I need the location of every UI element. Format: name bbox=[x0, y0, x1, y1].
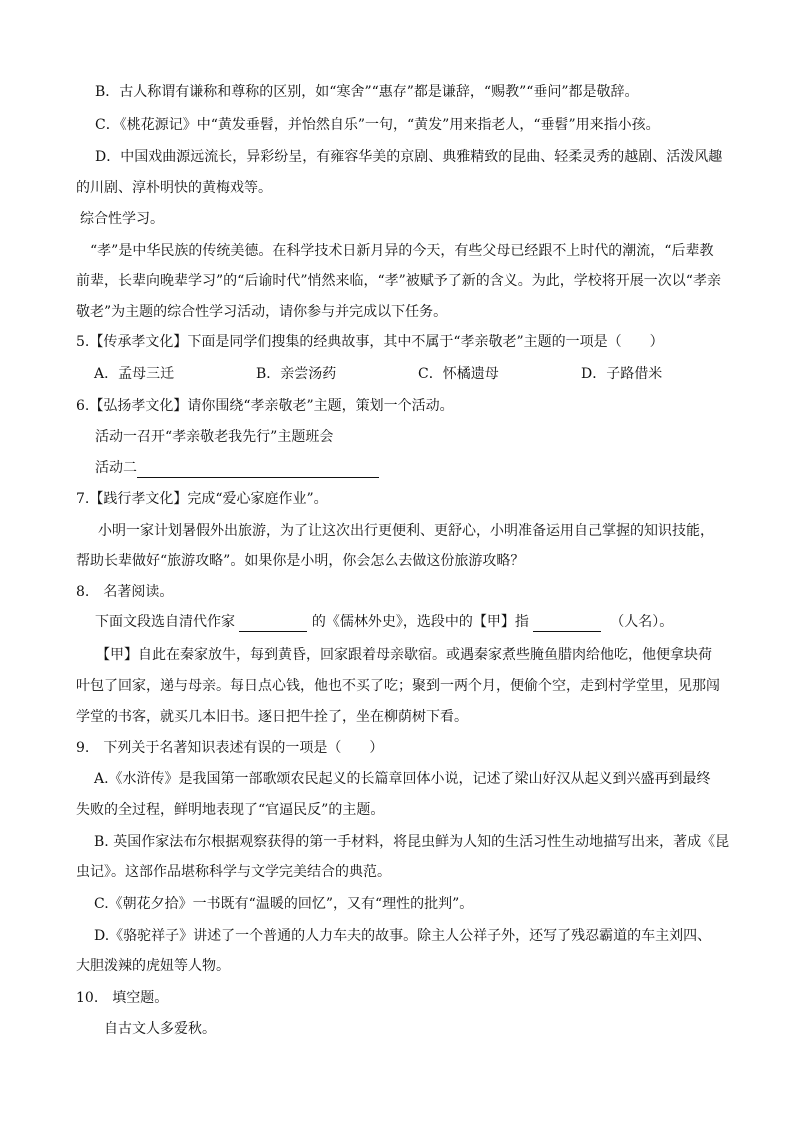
q9-option-b-line2: 虫记》。这部作品堪称科学与文学完美结合的典范。 bbox=[76, 864, 391, 880]
q7-body-line1: 小明一家计划暑假外出旅游，为了让这次出行更便利、更舒心，小明准备运用自己掌握的知识技能， bbox=[98, 523, 714, 539]
q9-option-a-line2: 失败的全过程，鲜明地表现了“官逼民反”的主题。 bbox=[76, 802, 385, 818]
q8-author-blank[interactable] bbox=[239, 615, 307, 632]
q8-passage-line1: 【甲】自此在秦家放牛，每到黄昏，回家跟着母亲歇宿。或遇秦家煮些腌鱼腊肉给他吃，他便拿块荷 bbox=[96, 647, 712, 663]
q6-activity2-label: 活动二 bbox=[95, 460, 137, 476]
q5-option-c: C．怀橘遗母 bbox=[418, 366, 499, 382]
comprehensive-heading: 综合性学习。 bbox=[80, 211, 164, 227]
q4-option-b: B．古人称谓有谦称和尊称的区别，如“寒舍”“惠存”都是谦辞，“赐教”“垂问”都是敬辞。 bbox=[95, 84, 639, 100]
q7-body-line2: 帮助长辈做好“旅游攻略”。如果你是小明，你会怎么去做这份旅游攻略？ bbox=[76, 553, 525, 569]
q4-option-d-line2: 的川剧、淳朴明快的黄梅戏等。 bbox=[76, 180, 272, 196]
q5-option-d: D．子路借米 bbox=[581, 366, 663, 382]
q10-stem: 10. 填空题。 bbox=[76, 990, 169, 1006]
q10-line1: 自古文人多爱秋。 bbox=[104, 1021, 216, 1037]
q6-stem: 6.【弘扬孝文化】请你围绕“孝亲敬老”主题，策划一个活动。 bbox=[76, 398, 454, 414]
q9-option-d-line1: D.《骆驼祥子》讲述了一个普通的人力车夫的故事。除主人公祥子外，还写了残忍霸道的车主刘四、 bbox=[94, 928, 712, 944]
q5-stem: 5.【传承孝文化】下面是同学们搜集的经典故事，其中不属于“孝亲敬老”主题的一项是（ ） bbox=[76, 334, 664, 350]
q6-activity2-row bbox=[95, 458, 379, 478]
q8-intro-part1: 下面文段选自清代作家 bbox=[95, 614, 235, 630]
q4-option-c: C．《桃花源记》中“黄发垂髫，并怡然自乐”一句，“黄发”用来指老人，“垂髫”用来指小孩。 bbox=[95, 117, 660, 133]
comprehensive-intro-line1: “孝”是中华民族的传统美德。在科学技术日新月异的今天，有些父母已经跟不上时代的潮流，“后辈教 bbox=[90, 243, 714, 259]
q6-activity1: 活动一召开“孝亲敬老我先行”主题班会 bbox=[95, 429, 334, 445]
q5-option-a: A．孟母三迁 bbox=[94, 366, 175, 382]
q4-option-d-line1: D．中国戏曲源远流长，异彩纷呈，有雍容华美的京剧、典雅精致的昆曲、轻柔灵秀的越剧、活泼风趣 bbox=[95, 149, 723, 165]
comprehensive-intro-line2: 前辈，长辈向晚辈学习”的“后谕时代”悄然来临，“孝”被赋予了新的含义。为此，学校将开展一次以“孝亲 bbox=[76, 273, 721, 289]
q7-stem: 7.【践行孝文化】完成“爱心家庭作业”。 bbox=[76, 491, 328, 507]
q8-passage-line2: 叶包了回家，递与母亲。每日点心钱，他也不买了吃；聚到一两个月，便偷个空，走到村学堂里，见那闯 bbox=[76, 678, 720, 694]
q9-option-b-line1: B. 英国作家法布尔根据观察获得的第一手材料，将昆虫鲜为人知的生活习性生动地描写出来，著成《昆 bbox=[94, 834, 730, 850]
q8-person-blank[interactable] bbox=[533, 615, 601, 632]
q8-intro-part2: 的《儒林外史》，选段中的【甲】指 bbox=[311, 614, 529, 630]
comprehensive-intro-line3: 敬老”为主题的综合性学习活动，请你参与并完成以下任务。 bbox=[76, 304, 448, 320]
q9-option-d-line2: 大胆泼辣的虎妞等人物。 bbox=[76, 958, 230, 974]
q8-intro bbox=[95, 612, 673, 632]
q8-passage-line3: 学堂的书客，就买几本旧书。逐日把牛拴了，坐在柳荫树下看。 bbox=[76, 709, 468, 725]
q6-activity2-blank[interactable] bbox=[137, 461, 379, 478]
q8-intro-part3: （人名）。 bbox=[610, 614, 674, 630]
q5-option-b: B．亲尝汤药 bbox=[256, 366, 337, 382]
q8-stem: 8. 名著阅读。 bbox=[76, 584, 174, 600]
q9-stem: 9. 下列关于名著知识表述有误的一项是（ ） bbox=[76, 740, 384, 756]
q9-option-a-line1: A.《水浒传》是我国第一部歌颂农民起义的长篇章回体小说，记述了梁山好汉从起义到兴盛再到最终 bbox=[94, 771, 711, 787]
q9-option-c: C.《朝花夕拾》一书既有“温暖的回忆”，又有“理性的批判”。 bbox=[94, 896, 474, 912]
